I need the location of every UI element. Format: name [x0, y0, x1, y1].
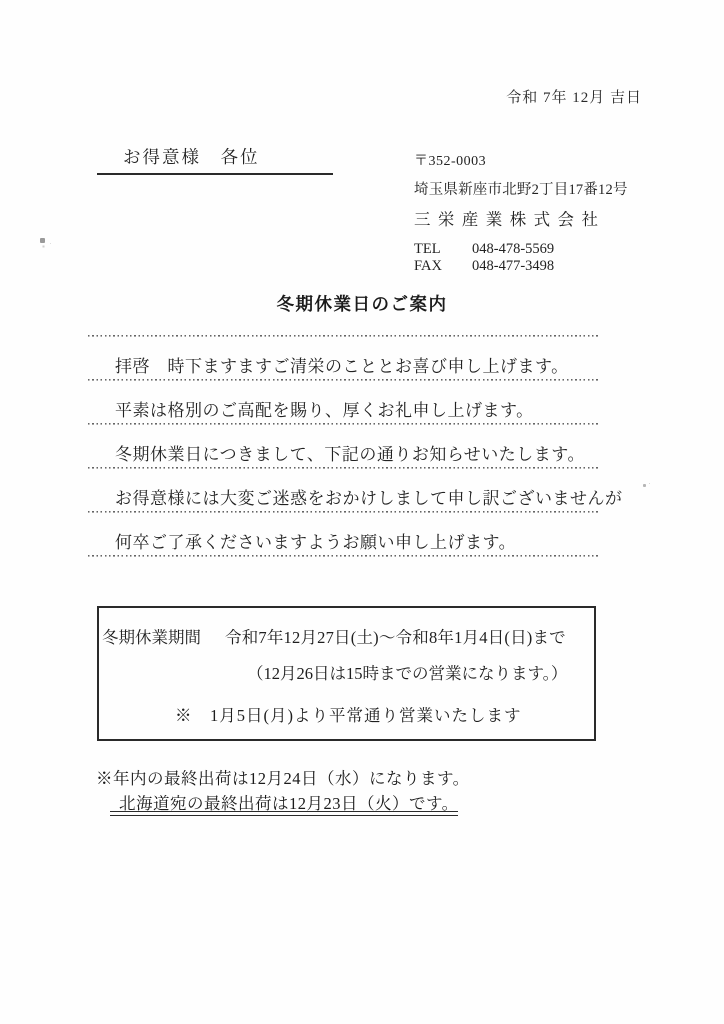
- scan-speck: [40, 238, 45, 243]
- last-shipment-note: ※年内の最終出荷は12月24日（水）になります。: [96, 769, 470, 788]
- sender-address: 埼玉県新座市北野2丁目17番12号: [414, 182, 628, 198]
- sender-company-name: 三栄産業株式会社: [414, 210, 606, 229]
- tel-number: 048-478-5569: [472, 241, 555, 257]
- holiday-period-value: 令和7年12月27日(土)～令和8年1月4日(日)まで: [225, 628, 566, 647]
- body-paragraph: 冬期休業日につきまして、下記の通りお知らせいたします。: [115, 445, 585, 464]
- sender-postal-code: 〒352-0003: [414, 154, 487, 169]
- divider-dotted-line: [88, 335, 600, 337]
- sender-fax-row: [414, 258, 674, 275]
- footer-double-underline: [110, 811, 458, 816]
- holiday-notice-box: [97, 606, 596, 741]
- tel-label: TEL: [414, 241, 441, 257]
- holiday-period-line: [102, 624, 566, 648]
- body-paragraph: お得意様には大変ご迷惑をおかけしまして申し訳ございませんが: [115, 489, 623, 508]
- fax-number: 048-477-3498: [472, 257, 555, 274]
- body-paragraph: 平素は格別のご高配を賜り、厚くお礼申し上げます。: [115, 401, 534, 420]
- recipient-line: [97, 144, 333, 175]
- divider-dotted-line: [88, 467, 600, 469]
- divider-dotted-line: [88, 423, 600, 425]
- holiday-early-close-note: （12月26日は15時までの営業になります。）: [247, 664, 568, 683]
- holiday-reopen-note: ※ 1月5日(月)より平常通り営業いたします: [175, 706, 522, 725]
- document-date: 令和 7年 12月 吉日: [506, 90, 642, 106]
- fax-label: FAX: [414, 257, 442, 274]
- scan-speck: [643, 484, 646, 487]
- divider-dotted-line: [88, 555, 600, 557]
- document-title: 冬期休業日のご案内: [276, 294, 448, 314]
- sender-tel-row: [414, 241, 674, 258]
- holiday-period-label: 冬期休業期間: [102, 628, 201, 647]
- divider-dotted-line: [88, 379, 600, 381]
- sender-block: [414, 150, 674, 274]
- body-paragraph: 拝啓 時下ますますご清栄のこととお喜び申し上げます。: [115, 357, 569, 376]
- hokkaido-shipment-note: 北海道宛の最終出荷は12月23日（火）です。: [119, 794, 459, 813]
- recipient-name: お得意様 各位: [123, 147, 260, 167]
- body-paragraph: 何卒ご了承くださいますようお願い申し上げます。: [115, 533, 517, 552]
- divider-dotted-line: [88, 511, 600, 513]
- sender-contact: [414, 241, 674, 274]
